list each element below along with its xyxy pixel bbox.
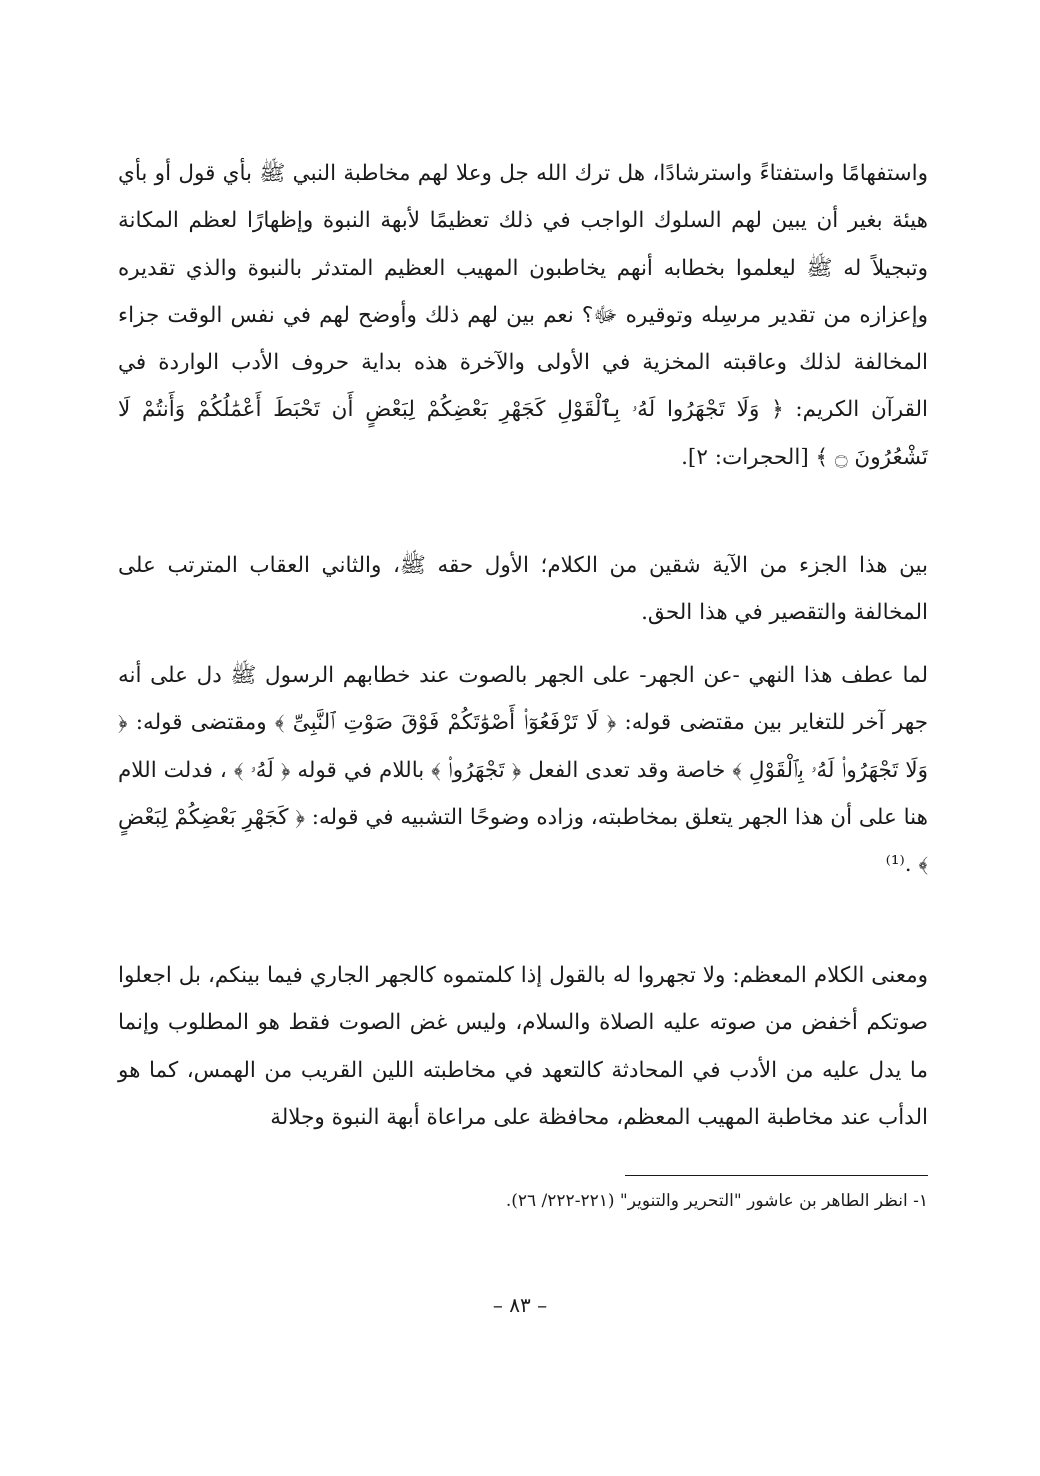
footnote-divider — [625, 1175, 928, 1176]
paragraph-3 — [118, 652, 928, 888]
page-number — [420, 1290, 620, 1320]
paragraph-2 — [118, 542, 928, 637]
paragraph-4-text: ومعنى الكلام المعظم: ولا تجهروا له بالقول إذا كلمتموه كالجهر الجاري فيما بينكم، بل اجعلوا صوتكم أخفض من صوته عليه الصلاة والسلام، وليس غض الصوت فقط هو المطلوب وإنما ما يدل عليه من الأدب في المحادثة كالتعهد في مخاطبته اللين القريب من الهمس، كما هو الدأب عند مخاطبة المهيب المعظم، محافظة على مراعاة أبهة النبوة وجلالة — [118, 963, 928, 1130]
paragraph-2-text: بين هذا الجزء من الآية شقين من الكلام؛ الأول حقه ﷺ، والثاني العقاب المترتب على المخالفة والتقصير في هذا الحق. — [118, 553, 928, 626]
footnote-text: ١- انظر الطاهر بن عاشور "التحرير والتنوير" (٢٢١-٢٢٢/ ٢٦). — [505, 1191, 928, 1211]
paragraph-3-text: لما عطف هذا النهي -عن الجهر- على الجهر بالصوت عند خطابهم الرسول ﷺ دل على أنه جهر آخر للتغاير بين مقتضى قوله: ﴿ لَا تَرْفَعُوٓا۟ أَصْوَٰتَكُمْ فَوْقَ صَوْتِ ٱلنَّبِىِّ ﴾ ومقتضى قوله: ﴿ وَلَا تَجْهَرُوا۟ لَهُۥ بِٱلْقَوْلِ ﴾ خاصة وقد تعدى الفعل ﴿ تَجْهَرُوا۟ ﴾ باللام في قوله ﴿ لَهُۥ ﴾ ، فدلت اللام هنا على أن هذا الجهر يتعلق بمخاطبته، وزاده وضوحًا التشبيه في قوله: ﴿ كَجَهْرِ بَعْضِكُمْ لِبَعْضٍ ﴾ .⁽¹⁾ — [118, 663, 928, 878]
footnote — [300, 1186, 928, 1216]
page-number-text: – ٨٣ – — [492, 1293, 548, 1317]
paragraph-1-text: واستفهامًا واستفتاءً واسترشادًا، هل ترك الله جل وعلا لهم مخاطبة النبي ﷺ بأي قول أو بأي هيئة بغير أن يبين لهم السلوك الواجب في ذلك تعظيمًا لأبهة النبوة وإظهارًا لعظم المكانة وتبجيلاً له ﷺ ليعلموا بخطابه أنهم يخاطبون المهيب العظيم المتدثر بالنبوة والذي تقديره وإعزازه من تقدير مرسِله وتوقيره ﷻ؟ نعم بين لهم ذلك وأوضح لهم في نفس الوقت جزاء المخالفة لذلك وعاقبته المخزية في الأولى والآخرة هذه بداية حروف الأدب الواردة في القرآن الكريم: ﴿ وَلَا تَجْهَرُوا لَهُۥ بِٱلْقَوْلِ كَجَهْرِ بَعْضِكُمْ لِبَعْضٍ أَن تَحْبَطَ أَعْمَٰلُكُمْ وَأَنتُمْ لَا تَشْعُرُونَ ۝ ﴾ [الحجرات: ٢]. — [118, 161, 928, 470]
paragraph-4 — [118, 952, 928, 1141]
paragraph-1 — [118, 150, 928, 481]
